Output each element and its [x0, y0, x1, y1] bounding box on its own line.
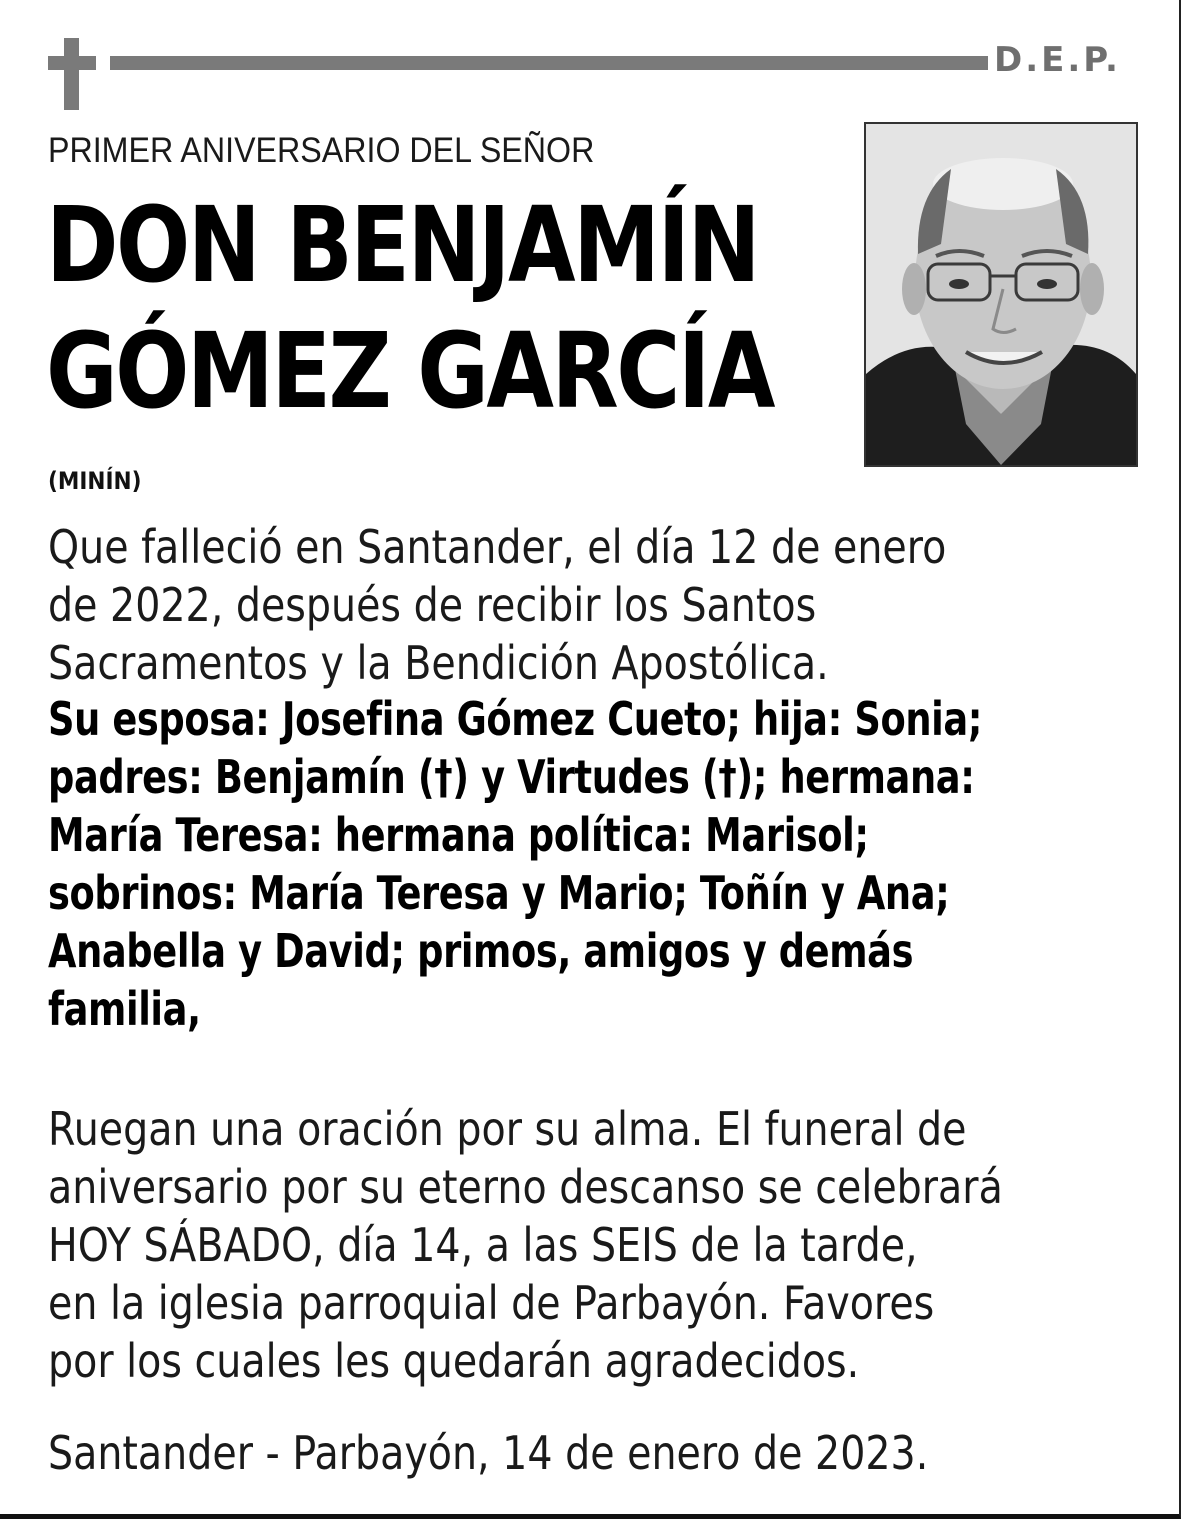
portrait-photo — [864, 122, 1138, 467]
text-line: Anabella y David; primos, amigos y demás — [48, 924, 914, 978]
text-line: en la iglesia parroquial de Parbayón. Favores — [48, 1276, 935, 1330]
portrait-photo-icon — [866, 124, 1136, 465]
family-paragraph — [48, 690, 983, 1038]
text-line: padres: Benjamín (†) y Virtudes (†); hermana: — [48, 750, 975, 804]
text-line: Ruegan una oración por su alma. El funeral de — [48, 1102, 967, 1156]
cross-icon-bar — [48, 56, 96, 70]
text-line: HOY SÁBADO, día 14, a las SEIS de la tarde, — [48, 1218, 918, 1272]
dep-label: D.E.P. — [994, 40, 1121, 80]
deceased-name-line-2: GÓMEZ GARCÍA — [46, 310, 773, 432]
request-paragraph — [48, 1100, 1003, 1390]
text-line: Su esposa: Josefina Gómez Cueto; hija: Sonia; — [48, 692, 983, 746]
deceased-name-line-1: DON BENJAMÍN — [46, 184, 759, 306]
death-paragraph — [48, 518, 994, 692]
place-date — [48, 1424, 994, 1482]
text-line: de 2022, después de recibir los Santos — [48, 578, 817, 632]
text-line: aniversario por su eterno descanso se celebrará — [48, 1160, 1003, 1214]
text-line: por los cuales les quedarán agradecidos. — [48, 1334, 860, 1388]
text-line: Que falleció en Santander, el día 12 de enero — [48, 520, 947, 574]
text-line: sobrinos: María Teresa y Mario; Toñín y Ana; — [48, 866, 950, 920]
anniversary-subtitle: PRIMER ANIVERSARIO DEL SEÑOR — [48, 131, 595, 170]
text-line: familia, — [48, 982, 201, 1036]
nickname: (MINÍN) — [48, 467, 142, 495]
header-rule — [110, 56, 988, 70]
cross-icon — [64, 38, 79, 110]
place-date-text: Santander - Parbayón, 14 de enero de 2023. — [48, 1426, 929, 1480]
text-line: María Teresa: hermana política: Marisol; — [48, 808, 869, 862]
text-line: Sacramentos y la Bendición Apostólica. — [48, 636, 829, 690]
